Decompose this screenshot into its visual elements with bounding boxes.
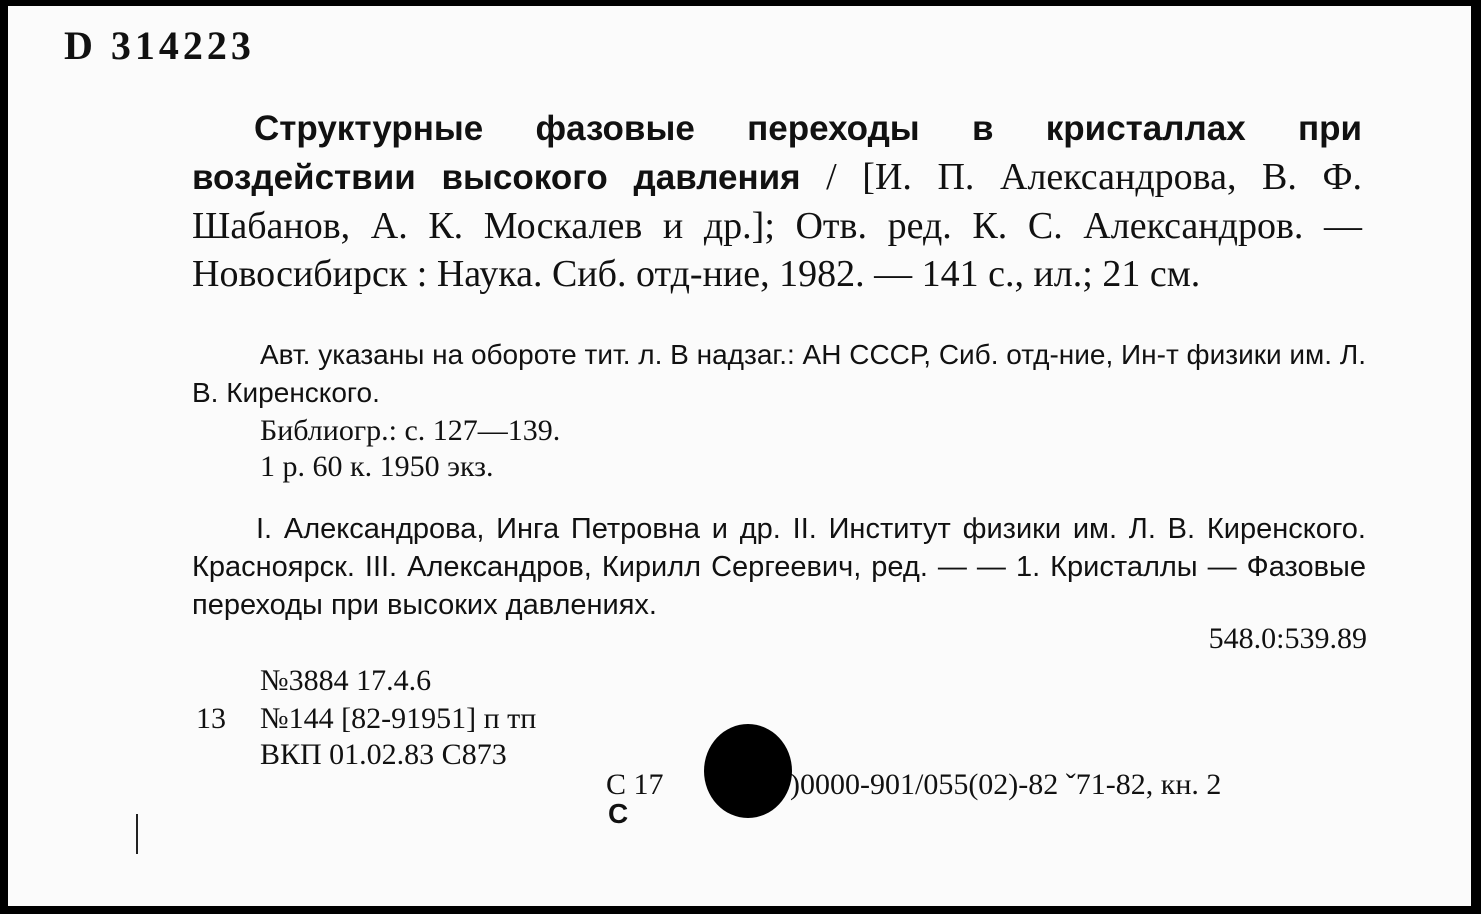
order-number: №3884 17.4.6	[260, 664, 432, 697]
printing-prefix: 13	[196, 702, 226, 735]
tracings: I. Александрова, Инга Петровна и др. II. Институт физики им. Л. В. Киренского. Красноярск. III. Александров, Кирилл Сергеевич, ред. — — 1. Кристаллы — Фазовые переходы при высоких давлениях.	[192, 513, 1366, 621]
copyright-mark: С	[608, 798, 629, 829]
code-right: )0000-901/055(02)-82 ˇ71-82, кн. 2	[790, 768, 1222, 801]
price-and-print-run: 1 р. 60 к. 1950 экз.	[260, 450, 494, 483]
bibliographic-title-block	[192, 104, 1362, 298]
scan-artifact-mark	[136, 814, 138, 854]
book-title: Структурные фазовые переходы в кристаллах при воздействии высокого давления	[192, 109, 1362, 197]
hole-punch-mark	[704, 724, 792, 818]
udc-classification: 548.0:539.89	[1208, 622, 1367, 655]
book-responsibility-and-imprint: / [И. П. Александрова, В. Ф. Шабанов, А. К. Москалев и др.]; Отв. ред. К. С. Александров. — Новосибирск : Наука. Сиб. отд-ние, 1982. — 141 с., ил.; 21 см.	[192, 156, 1362, 295]
vkp-line: ВКП 01.02.83 С873	[260, 738, 507, 771]
catalog-number: D 314223	[64, 23, 255, 68]
catalog-card	[8, 6, 1471, 906]
printing-number: №144 [82-91951] п тп	[260, 702, 537, 735]
bibliography-note: Библиогр.: с. 127—139.	[260, 414, 561, 447]
authors-note: Авт. указаны на обороте тит. л. В надзаг.: АН СССР, Сиб. отд-ние, Ин-т физики им. Л. В. Киренского.	[192, 339, 1366, 408]
code-left: С 17	[606, 768, 664, 801]
